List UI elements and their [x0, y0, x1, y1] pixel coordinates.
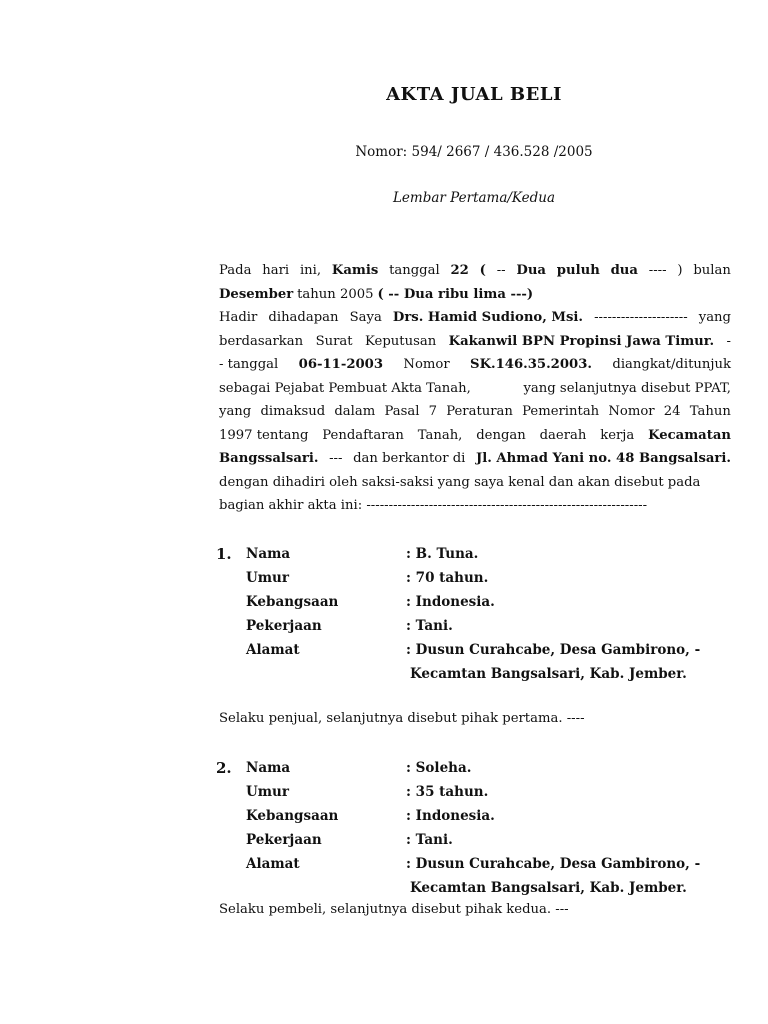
text-segment: diangkat/ditunjuk	[612, 357, 731, 372]
party-row-pekerjaan	[216, 828, 736, 852]
bold-text: dua	[610, 263, 638, 278]
bold-text: Bangssalsari.	[219, 451, 319, 466]
text-segment: 7	[428, 404, 438, 419]
bold-text: 22	[450, 263, 469, 278]
party-first	[216, 542, 736, 686]
field-value: : Tani.	[406, 618, 453, 634]
text-segment: Nomor	[403, 357, 450, 372]
text-segment: 1997 tentang	[219, 427, 309, 443]
party-second-role: Selaku pembeli, selanjutnya disebut pihak kedua. ---	[219, 902, 569, 917]
party-row-nama	[216, 542, 736, 566]
field-label: Kebangsaan	[246, 808, 339, 824]
field-value: : Soleha.	[406, 760, 472, 776]
text-segment: kerja	[600, 427, 635, 443]
text-segment: hari	[262, 263, 290, 278]
bold-text: Kakanwil BPN Propinsi Jawa Timur.	[448, 333, 715, 349]
text-segment: dihadapan	[268, 310, 339, 325]
text-segment: yang	[698, 310, 731, 325]
party-row-umur	[216, 780, 736, 804]
text-segment: Tahun	[689, 404, 731, 419]
bold-text: puluh	[556, 263, 600, 278]
text-segment: Keputusan	[365, 333, 437, 349]
text-segment: Surat	[315, 333, 353, 349]
bold-text: Kecamatan	[648, 427, 731, 443]
field-label: Nama	[246, 546, 291, 562]
field-label: Nama	[246, 760, 291, 776]
text-segment: ----	[648, 263, 667, 278]
document-number: Nomor: 594/ 2667 / 436.528 /2005	[355, 144, 593, 160]
paragraph-line	[219, 494, 731, 518]
text-segment: daerah	[539, 427, 587, 443]
party-number: 1.	[216, 545, 232, 563]
text-segment: berdasarkan	[219, 333, 304, 349]
text-segment: - tanggal	[219, 357, 279, 372]
bold-text: Drs. Hamid Sudiono, Msi.	[392, 310, 584, 325]
party-first-role: Selaku penjual, selanjutnya disebut pihak pertama. ----	[219, 711, 585, 726]
text-segment: Hadir	[219, 310, 258, 325]
text-segment: dalam	[334, 404, 376, 419]
party-row-alamat	[216, 638, 736, 662]
party-number: 2.	[216, 759, 232, 777]
paragraph-line	[219, 424, 731, 448]
party-row-pekerjaan	[216, 614, 736, 638]
field-label: Umur	[246, 570, 289, 586]
text-segment: Saya	[349, 310, 382, 325]
text-segment: 24	[663, 404, 681, 419]
party-second	[216, 756, 736, 900]
text-segment: tanggal	[389, 263, 440, 278]
field-label: Pekerjaan	[246, 618, 322, 634]
bold-text: 06-11-2003	[298, 357, 384, 372]
text-segment: bulan	[693, 263, 731, 278]
paragraph-line	[219, 306, 731, 330]
field-value: : 35 tahun.	[406, 784, 489, 800]
text-segment: ini,	[299, 263, 322, 278]
sheet-designation: Lembar Pertama/Kedua	[392, 190, 556, 206]
text-segment: ---	[329, 451, 343, 466]
field-value: : 70 tahun.	[406, 570, 489, 586]
field-value: : Indonesia.	[406, 808, 495, 824]
field-value: : Tani.	[406, 832, 453, 848]
text-segment: yang selanjutnya disebut PPAT,	[523, 380, 731, 396]
paragraph-line	[219, 259, 731, 283]
text-segment: Pada	[219, 263, 252, 278]
text-segment: sebagai Pejabat Pembuat Akta Tanah,	[219, 380, 471, 396]
paragraph-line	[219, 471, 731, 495]
text-segment: Peraturan	[446, 404, 513, 419]
field-label: Kebangsaan	[246, 594, 339, 610]
bold-text: (	[479, 263, 486, 278]
text-segment: Pemerintah	[522, 404, 600, 419]
text-segment: -	[726, 333, 731, 349]
paragraph-line	[219, 447, 731, 471]
field-value: : Dusun Curahcabe, Desa Gambirono, -	[406, 856, 701, 872]
text-segment: dimaksud	[260, 404, 326, 419]
text-segment: Pasal	[384, 404, 420, 419]
paragraph-line	[219, 377, 731, 401]
paragraph-line	[219, 400, 731, 424]
paragraph-line	[219, 353, 731, 377]
opening-paragraph	[219, 259, 731, 518]
address-continuation: Kecamtan Bangsalsari, Kab. Jember.	[410, 666, 687, 682]
address-continuation: Kecamtan Bangsalsari, Kab. Jember.	[410, 880, 687, 896]
party-row-kebangsaan	[216, 590, 736, 614]
text-segment: Tanah,	[417, 427, 463, 443]
paragraph-line	[219, 283, 731, 307]
bold-text: Dua	[516, 263, 546, 278]
bold-text: Kamis	[331, 263, 379, 278]
field-value: : B. Tuna.	[406, 546, 479, 562]
field-label: Pekerjaan	[246, 832, 322, 848]
field-label: Alamat	[246, 856, 300, 872]
text-segment: dan berkantor di	[353, 451, 466, 466]
text-segment: )	[677, 263, 683, 278]
text-segment: dengan	[476, 427, 526, 443]
text-segment: yang	[219, 404, 252, 419]
document-title: AKTA JUAL BELI	[386, 84, 562, 105]
text-segment: --	[496, 263, 506, 278]
field-label: Alamat	[246, 642, 300, 658]
text-segment: dengan dihadiri oleh saksi-saksi yang saya kenal dan akan disebut pada	[219, 474, 701, 490]
paragraph-line	[219, 330, 731, 354]
text-segment: bagian akhir akta ini: ---------------------------------------------------------------	[219, 498, 648, 513]
field-value: : Indonesia.	[406, 594, 495, 610]
party-row-kebangsaan	[216, 804, 736, 828]
text-segment: Nomor	[608, 404, 655, 419]
bold-text: Desember	[219, 286, 294, 302]
bold-text: ( -- Dua ribu lima ---)	[377, 286, 534, 302]
party-row-nama	[216, 756, 736, 780]
bold-text: SK.146.35.2003.	[470, 357, 592, 372]
bold-text: Jl. Ahmad Yani no. 48 Bangsalsari.	[476, 451, 731, 466]
text-segment: tahun 2005	[297, 286, 374, 302]
field-label: Umur	[246, 784, 289, 800]
text-segment: Pendaftaran	[322, 427, 404, 443]
field-value: : Dusun Curahcabe, Desa Gambirono, -	[406, 642, 701, 658]
text-segment: ---------------------	[594, 310, 688, 325]
party-row-alamat	[216, 852, 736, 876]
party-row-umur	[216, 566, 736, 590]
